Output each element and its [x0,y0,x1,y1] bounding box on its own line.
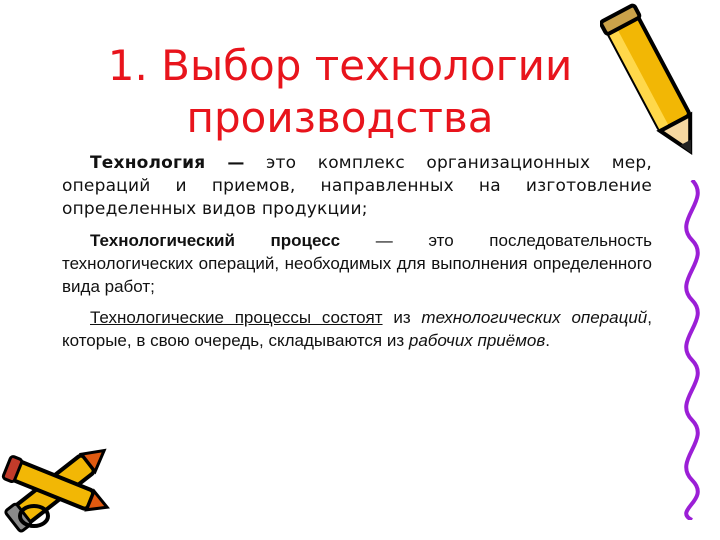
term-technology: Технология — [90,153,245,173]
italic-operations: технологических операций [421,308,648,327]
composition-text-1: из [382,308,422,327]
italic-work-methods: рабочих приёмов [408,331,546,350]
slide-title: 1. Выбор технологии производства [107,41,573,142]
paragraph-process-composition [62,306,652,352]
paragraph-process-definition [62,229,652,298]
slide-body [62,152,652,360]
technology-definition-text: это комплекс организационных мер, операций и приемов, направленных на изготовление определенных видов продукции; [62,153,652,219]
wavy-line-decoration [672,180,712,520]
pencils-icon [0,430,120,540]
process-definition-text: это последовательность технологических операций, необходимых для выполнения определенного вида работ; [62,231,652,296]
process-dash: — [340,231,429,250]
term-technological-process: Технологический процесс [90,231,341,250]
underlined-phrase: Технологические процессы состоят [90,308,383,327]
composition-end: . [545,331,550,350]
paragraph-technology-definition [62,152,652,221]
pencil-icon [600,0,710,170]
composition-text-2: , которые, в свою очередь, складываются из [62,308,652,350]
